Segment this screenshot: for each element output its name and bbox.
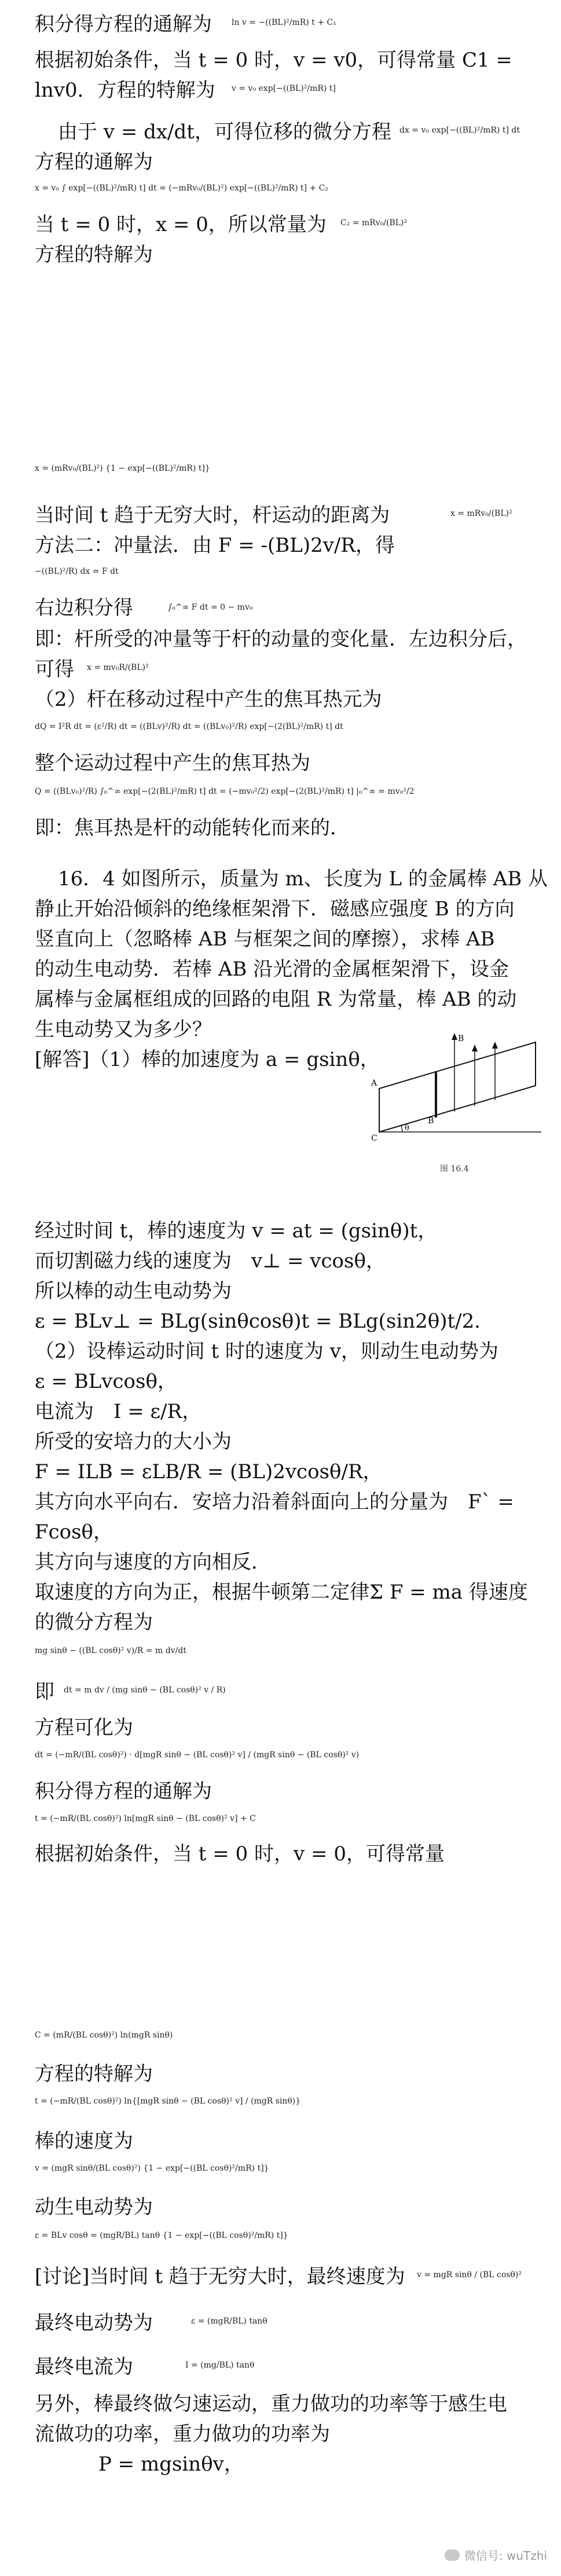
text-line: （2）杆在移动过程中产生的焦耳热元为 bbox=[35, 688, 382, 711]
text-line: 其方向水平向右．安培力沿着斜面向上的分量为 F` = bbox=[35, 1490, 514, 1514]
text-line: 根据初始条件，当 t = 0 时，v = 0，可得常量 bbox=[35, 1842, 445, 1866]
text-line: P = mgsinθv， bbox=[98, 2453, 244, 2476]
figure-caption: 图 16.4 bbox=[440, 1164, 469, 1174]
formula: ∫₀^∞ F dt = 0 − mv₀ bbox=[168, 603, 253, 612]
text-line: 即 bbox=[35, 1680, 54, 1703]
text-line: 方程的通解为 bbox=[35, 151, 153, 174]
text-line: 由于 v = dx/dt，可得位移的微分方程 bbox=[58, 120, 391, 144]
formula: I = (mg/BL) tanθ bbox=[185, 2361, 255, 2370]
text-line: ε = BLv⊥ = BLg(sinθcosθ)t = BLg(sin2θ)t/2． bbox=[35, 1310, 494, 1333]
label-b-top: B bbox=[458, 1034, 464, 1043]
text-line: 16．4 如图所示，质量为 m、长度为 L 的金属棒 AB 从 bbox=[58, 867, 548, 891]
formula: C = (mR/(BL cosθ)²) ln(mgR sinθ) bbox=[35, 2031, 173, 2040]
text-line: 属棒与金属框组成的回路的电阻 R 为常量，棒 AB 的动 bbox=[35, 988, 517, 1011]
formula: C₂ = mRv₀/(BL)² bbox=[340, 218, 408, 228]
frame-outline bbox=[379, 1042, 536, 1132]
formula: x = mv₀R/(BL)² bbox=[87, 663, 149, 672]
formula: mg sinθ − ((BL cosθ)² v)/R = m dv/dt bbox=[35, 1646, 186, 1655]
text-line: 整个运动过程中产生的焦耳热为 bbox=[35, 752, 310, 775]
label-b-rod: B bbox=[428, 1116, 434, 1126]
text-line: 即：杆所受的冲量等于杆的动量的变化量．左边积分后， bbox=[35, 628, 527, 651]
text-line: 最终电动势为 bbox=[35, 2311, 153, 2335]
formula: ε = (mgR/BL) tanθ bbox=[191, 2317, 267, 2326]
text-line: 方程的特解为 bbox=[35, 243, 153, 266]
text-line: 其方向与速度的方向相反． bbox=[35, 1551, 271, 1574]
text-line: 右边积分得 bbox=[35, 596, 133, 620]
watermark bbox=[445, 2546, 547, 2563]
formula: dt = (−mR/(BL cosθ)²) · d[mgR sinθ − (BL cosθ)² v] / (mgR sinθ − (BL cosθ)² v) bbox=[35, 1750, 360, 1760]
text-line: 竖直向上（忽略棒 AB 与框架之间的摩擦），求棒 AB bbox=[35, 928, 495, 951]
text-line: 方程可化为 bbox=[35, 1716, 133, 1739]
text-line: 经过时间 t，棒的速度为 v = at = (gsinθ)t， bbox=[35, 1219, 438, 1243]
watermark-text: 微信号: wuTzhi bbox=[464, 2549, 547, 2563]
formula: dt = m dv / (mg sinθ − (BL cosθ)² v / R) bbox=[64, 1685, 226, 1695]
text-line: 所受的安培力的大小为 bbox=[35, 1430, 232, 1453]
formula: t = (−mR/(BL cosθ)²) ln{[mgR sinθ − (BL cosθ)² v] / (mgR sinθ)} bbox=[35, 2097, 301, 2106]
text-line: 流做功的功率，重力做功的功率为 bbox=[35, 2423, 330, 2446]
text-line: 动生电动势为 bbox=[35, 2196, 153, 2219]
formula: v = (mgR sinθ/(BL cosθ)²) {1 − exp[−((BL cosθ)²/mR) t]} bbox=[35, 2164, 269, 2173]
text-line: 生电动势又为多少？ bbox=[35, 1018, 212, 1041]
formula: t = (−mR/(BL cosθ)²) ln[mgR sinθ − (BL cosθ)² v] + C bbox=[35, 1814, 256, 1823]
text-line: 根据初始条件，当 t = 0 时，v = v0，可得常量 C1 = bbox=[35, 49, 512, 72]
text-line: ε = BLvcosθ， bbox=[35, 1370, 177, 1393]
text-line: 方程的特解为 bbox=[35, 2062, 153, 2086]
text-line: 的动生电动势．若棒 AB 沿光滑的金属框架滑下，设金 bbox=[35, 958, 509, 981]
text-line: 所以棒的动生电动势为 bbox=[35, 1280, 232, 1303]
text-line: 而切割磁力线的速度为 v⊥ = vcosθ， bbox=[35, 1249, 386, 1273]
formula: v = mgR sinθ / (BL cosθ)² bbox=[417, 2270, 522, 2280]
text-line: [解答]（1）棒的加速度为 a = gsinθ， bbox=[35, 1048, 380, 1071]
formula: x = v₀ ∫ exp[−((BL)²/mR) t] dt = (−mRv₀/(BL)²) exp[−((BL)²/mR) t] + C₂ bbox=[35, 184, 329, 193]
label-c: C bbox=[371, 1134, 377, 1143]
formula: dQ = I²R dt = (ε²/R) dt = ((BLv)²/R) dt = ((BLv₀)²/R) exp[−(2(BL)²/mR) t] dt bbox=[35, 722, 343, 731]
text-line: 当时间 t 趋于无穷大时，杆运动的距离为 bbox=[35, 504, 390, 527]
text-line: 积分得方程的通解为 bbox=[35, 13, 212, 36]
formula: x = (mRv₀/(BL)²) {1 − exp[−((BL)²/mR) t]} bbox=[35, 464, 210, 473]
text-line: 静止开始沿倾斜的绝缘框架滑下．磁感应强度 B 的方向 bbox=[35, 897, 515, 921]
label-a: A bbox=[371, 1079, 377, 1088]
text-line: （2）设棒运动时间 t 时的速度为 v，则动生电动势为 bbox=[35, 1340, 498, 1363]
text-line: 当 t = 0 时，x = 0，所以常量为 bbox=[35, 213, 327, 236]
formula: x = mRv₀/(BL)² bbox=[450, 509, 512, 518]
wechat-icon bbox=[445, 2549, 460, 2561]
text-line: 可得 bbox=[35, 658, 74, 681]
text-line: 积分得方程的通解为 bbox=[35, 1780, 212, 1803]
text-line: 棒的速度为 bbox=[35, 2130, 133, 2153]
text-line: 电流为 I = ε/R， bbox=[35, 1400, 202, 1423]
text-line: F = ILB = εLB/R = (BL)2vcosθ/R， bbox=[35, 1460, 383, 1483]
text-line: 方法二：冲量法．由 F = -(BL)2v/R，得 bbox=[35, 534, 395, 557]
text-line: 的微分方程为 bbox=[35, 1611, 153, 1634]
formula: v = v₀ exp[−((BL)²/mR) t] bbox=[232, 84, 336, 93]
text-line: 另外，棒最终做匀速运动，重力做功的功率等于感生电 bbox=[35, 2392, 507, 2416]
text-line: 取速度的方向为正，根据牛顿第二定律Σ F = ma 得速度 bbox=[35, 1581, 528, 1604]
text-line: 即：焦耳热是杆的动能转化而来的． bbox=[35, 816, 350, 840]
formula: −((BL)²/R) dx = F dt bbox=[35, 567, 119, 576]
text-line: [讨论]当时间 t 趋于无穷大时，最终速度为 bbox=[35, 2265, 405, 2288]
formula: ε = BLv cosθ = (mgR/BL) tanθ {1 − exp[−((BL cosθ)²/mR) t]} bbox=[35, 2231, 288, 2240]
label-theta: θ bbox=[405, 1124, 409, 1133]
formula: Q = ((BLv₀)²/R) ∫₀^∞ exp[−(2(BL)²/mR) t] dt = (−mv₀²/2) exp[−(2(BL)²/mR) t] |₀^∞ = mv₀²/2 bbox=[35, 787, 415, 796]
text-line: Fcosθ， bbox=[35, 1520, 113, 1544]
text-line: lnv0．方程的特解为 bbox=[35, 79, 215, 102]
formula: dx = v₀ exp[−((BL)²/mR) t] dt bbox=[399, 126, 520, 135]
formula: ln v = −((BL)²/mR) t + C₁ bbox=[232, 18, 336, 27]
text-line: 最终电流为 bbox=[35, 2355, 133, 2379]
figure-inclined-frame bbox=[368, 1031, 553, 1158]
